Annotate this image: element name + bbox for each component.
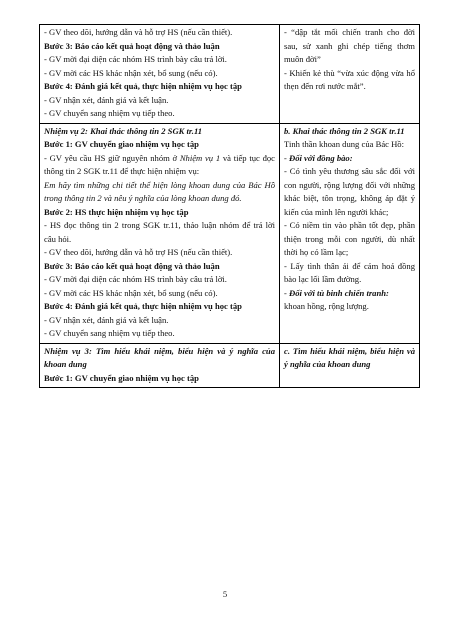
paragraph: [44, 314, 275, 328]
text-run: Bước 1: GV chuyển giao nhiệm vụ học tập: [44, 372, 199, 383]
text-run-italic: Nhiệm vụ 1: [179, 152, 221, 163]
activity-cell: [40, 343, 280, 388]
paragraph: [44, 206, 275, 220]
text-run: - GV mời các HS khác nhận xét, bổ sung (nếu có).: [44, 287, 218, 298]
text-run: Bước 4: Đánh giá kết quả, thực hiện nhiệm vụ học tập: [44, 81, 242, 91]
paragraph: [44, 345, 275, 372]
paragraph: [284, 219, 415, 260]
text-run: Bước 3: Báo cáo kết quả hoạt động và thảo luận: [44, 260, 220, 271]
table-row: [40, 343, 420, 388]
paragraph: [44, 40, 275, 54]
text-run: - “dập tắt mối chiến tranh cho đời sau, sử xanh ghi chép tiếng thơm muôn đời”: [284, 27, 415, 64]
table-row: [40, 123, 420, 343]
paragraph: [284, 26, 415, 67]
text-run: Bước 4: Đánh giá kết quả, thực hiện nhiệm vụ học tập: [44, 301, 242, 311]
paragraph: [284, 165, 415, 219]
text-run: - GV yêu cầu HS giữ nguyên nhóm ở: [44, 152, 180, 163]
text-run: - GV mời đại diện các nhóm HS trình bày câu trả lời.: [44, 54, 227, 64]
paragraph: [284, 345, 415, 372]
text-run: và tiếp tục đọc thông tin 2 SGK tr.11 để thực hiện nhiệm vụ:: [44, 152, 275, 176]
paragraph: [44, 53, 275, 67]
text-run: - GV mời các HS khác nhận xét, bổ sung (nếu có).: [44, 67, 218, 78]
paragraph: [44, 67, 275, 81]
text-run: Nhiệm vụ 3: Tìm hiểu khái niệm, biểu hiện và ý nghĩa của khoan dung: [44, 345, 275, 369]
content-cell: [280, 343, 420, 388]
lesson-plan-table: [39, 24, 420, 388]
text-run: - HS đọc thông tin 2 trong SGK tr.11, thảo luận nhóm để trả lời câu hỏi.: [44, 220, 275, 244]
paragraph: [284, 125, 415, 139]
text-run: - GV theo dõi, hướng dẫn và hỗ trợ HS (nếu cần thiết).: [44, 247, 233, 257]
paragraph: [284, 67, 415, 94]
paragraph: [44, 80, 275, 94]
paragraph: [44, 287, 275, 301]
text-run: c. Tìm hiểu khái niệm, biểu hiện và ý nghĩa của khoan dung: [284, 345, 415, 369]
paragraph: [44, 94, 275, 108]
activity-cell: [40, 25, 280, 124]
text-run: - Đối với đồng bào:: [284, 152, 353, 163]
paragraph: [44, 125, 275, 139]
text-run: khoan hồng, rộng lượng.: [284, 301, 369, 311]
paragraph: [44, 372, 275, 386]
paragraph: [44, 327, 275, 341]
text-run: - Khiến kẻ thù “vừa xúc động vừa hổ thẹn đến rơi nước mắt”.: [284, 67, 415, 91]
text-run: b. Khai thác thông tin 2 SGK tr.11: [284, 125, 405, 136]
paragraph: [44, 107, 275, 121]
activity-cell: [40, 123, 280, 343]
text-run: Bước 3: Báo cáo kết quả hoạt động và thảo luận: [44, 40, 220, 51]
text-run: - Có tình yêu thương sâu sắc đối với con người, rộng lượng đối với những khác biệt, tôn trọng, không áp đặt ý kiến của mình lên người khác;: [284, 166, 415, 217]
paragraph: [44, 246, 275, 260]
paragraph: [284, 138, 415, 152]
page-number: 5: [222, 589, 228, 599]
text-run: - GV nhận xét, đánh giá và kết luận.: [44, 314, 169, 325]
paragraph: [44, 179, 275, 206]
paragraph: [44, 273, 275, 287]
paragraph: [44, 300, 275, 314]
paragraph: [44, 138, 275, 152]
paragraph: [44, 26, 275, 40]
paragraph: [44, 219, 275, 246]
paragraph: [284, 300, 415, 314]
text-run: - Đối với tù binh chiến tranh:: [284, 287, 389, 298]
paragraph: [284, 152, 415, 166]
paragraph: [44, 260, 275, 274]
paragraph: [284, 260, 415, 287]
text-run: - GV chuyển sang nhiệm vụ tiếp theo.: [44, 108, 175, 118]
paragraph: [284, 287, 415, 301]
content-cell: [280, 25, 420, 124]
text-run: - Lấy tình thân ái để cảm hoá đồng bào lạc lối lầm đường.: [284, 260, 415, 284]
text-run: Em hãy tìm những chi tiết thể hiện lòng khoan dung của Bác Hồ trong thông tin 2 và nêu ý nghĩa của lòng khoan dung đó.: [44, 179, 275, 203]
text-run: - GV mời đại diện các nhóm HS trình bày câu trả lời.: [44, 274, 227, 284]
text-run: Nhiệm vụ 2: Khai thác thông tin 2 SGK tr.11: [44, 125, 203, 136]
text-run: Bước 1: GV chuyển giao nhiệm vụ học tập: [44, 139, 199, 149]
text-run: Tinh thần khoan dung của Bác Hồ:: [284, 139, 404, 149]
content-cell: [280, 123, 420, 343]
text-run: - GV nhận xét, đánh giá và kết luận.: [44, 94, 169, 105]
paragraph: [44, 152, 275, 179]
text-run: - Có niềm tin vào phần tốt đẹp, phần thiện trong mỗi con người, dù nhất thời họ có lầm lạc;: [284, 220, 415, 257]
text-run: - GV theo dõi, hướng dẫn và hỗ trợ HS (nếu cần thiết).: [44, 27, 233, 37]
text-run: - GV chuyển sang nhiệm vụ tiếp theo.: [44, 328, 175, 338]
table-row: [40, 25, 420, 124]
text-run: Bước 2: HS thực hiện nhiệm vụ học tập: [44, 206, 189, 217]
